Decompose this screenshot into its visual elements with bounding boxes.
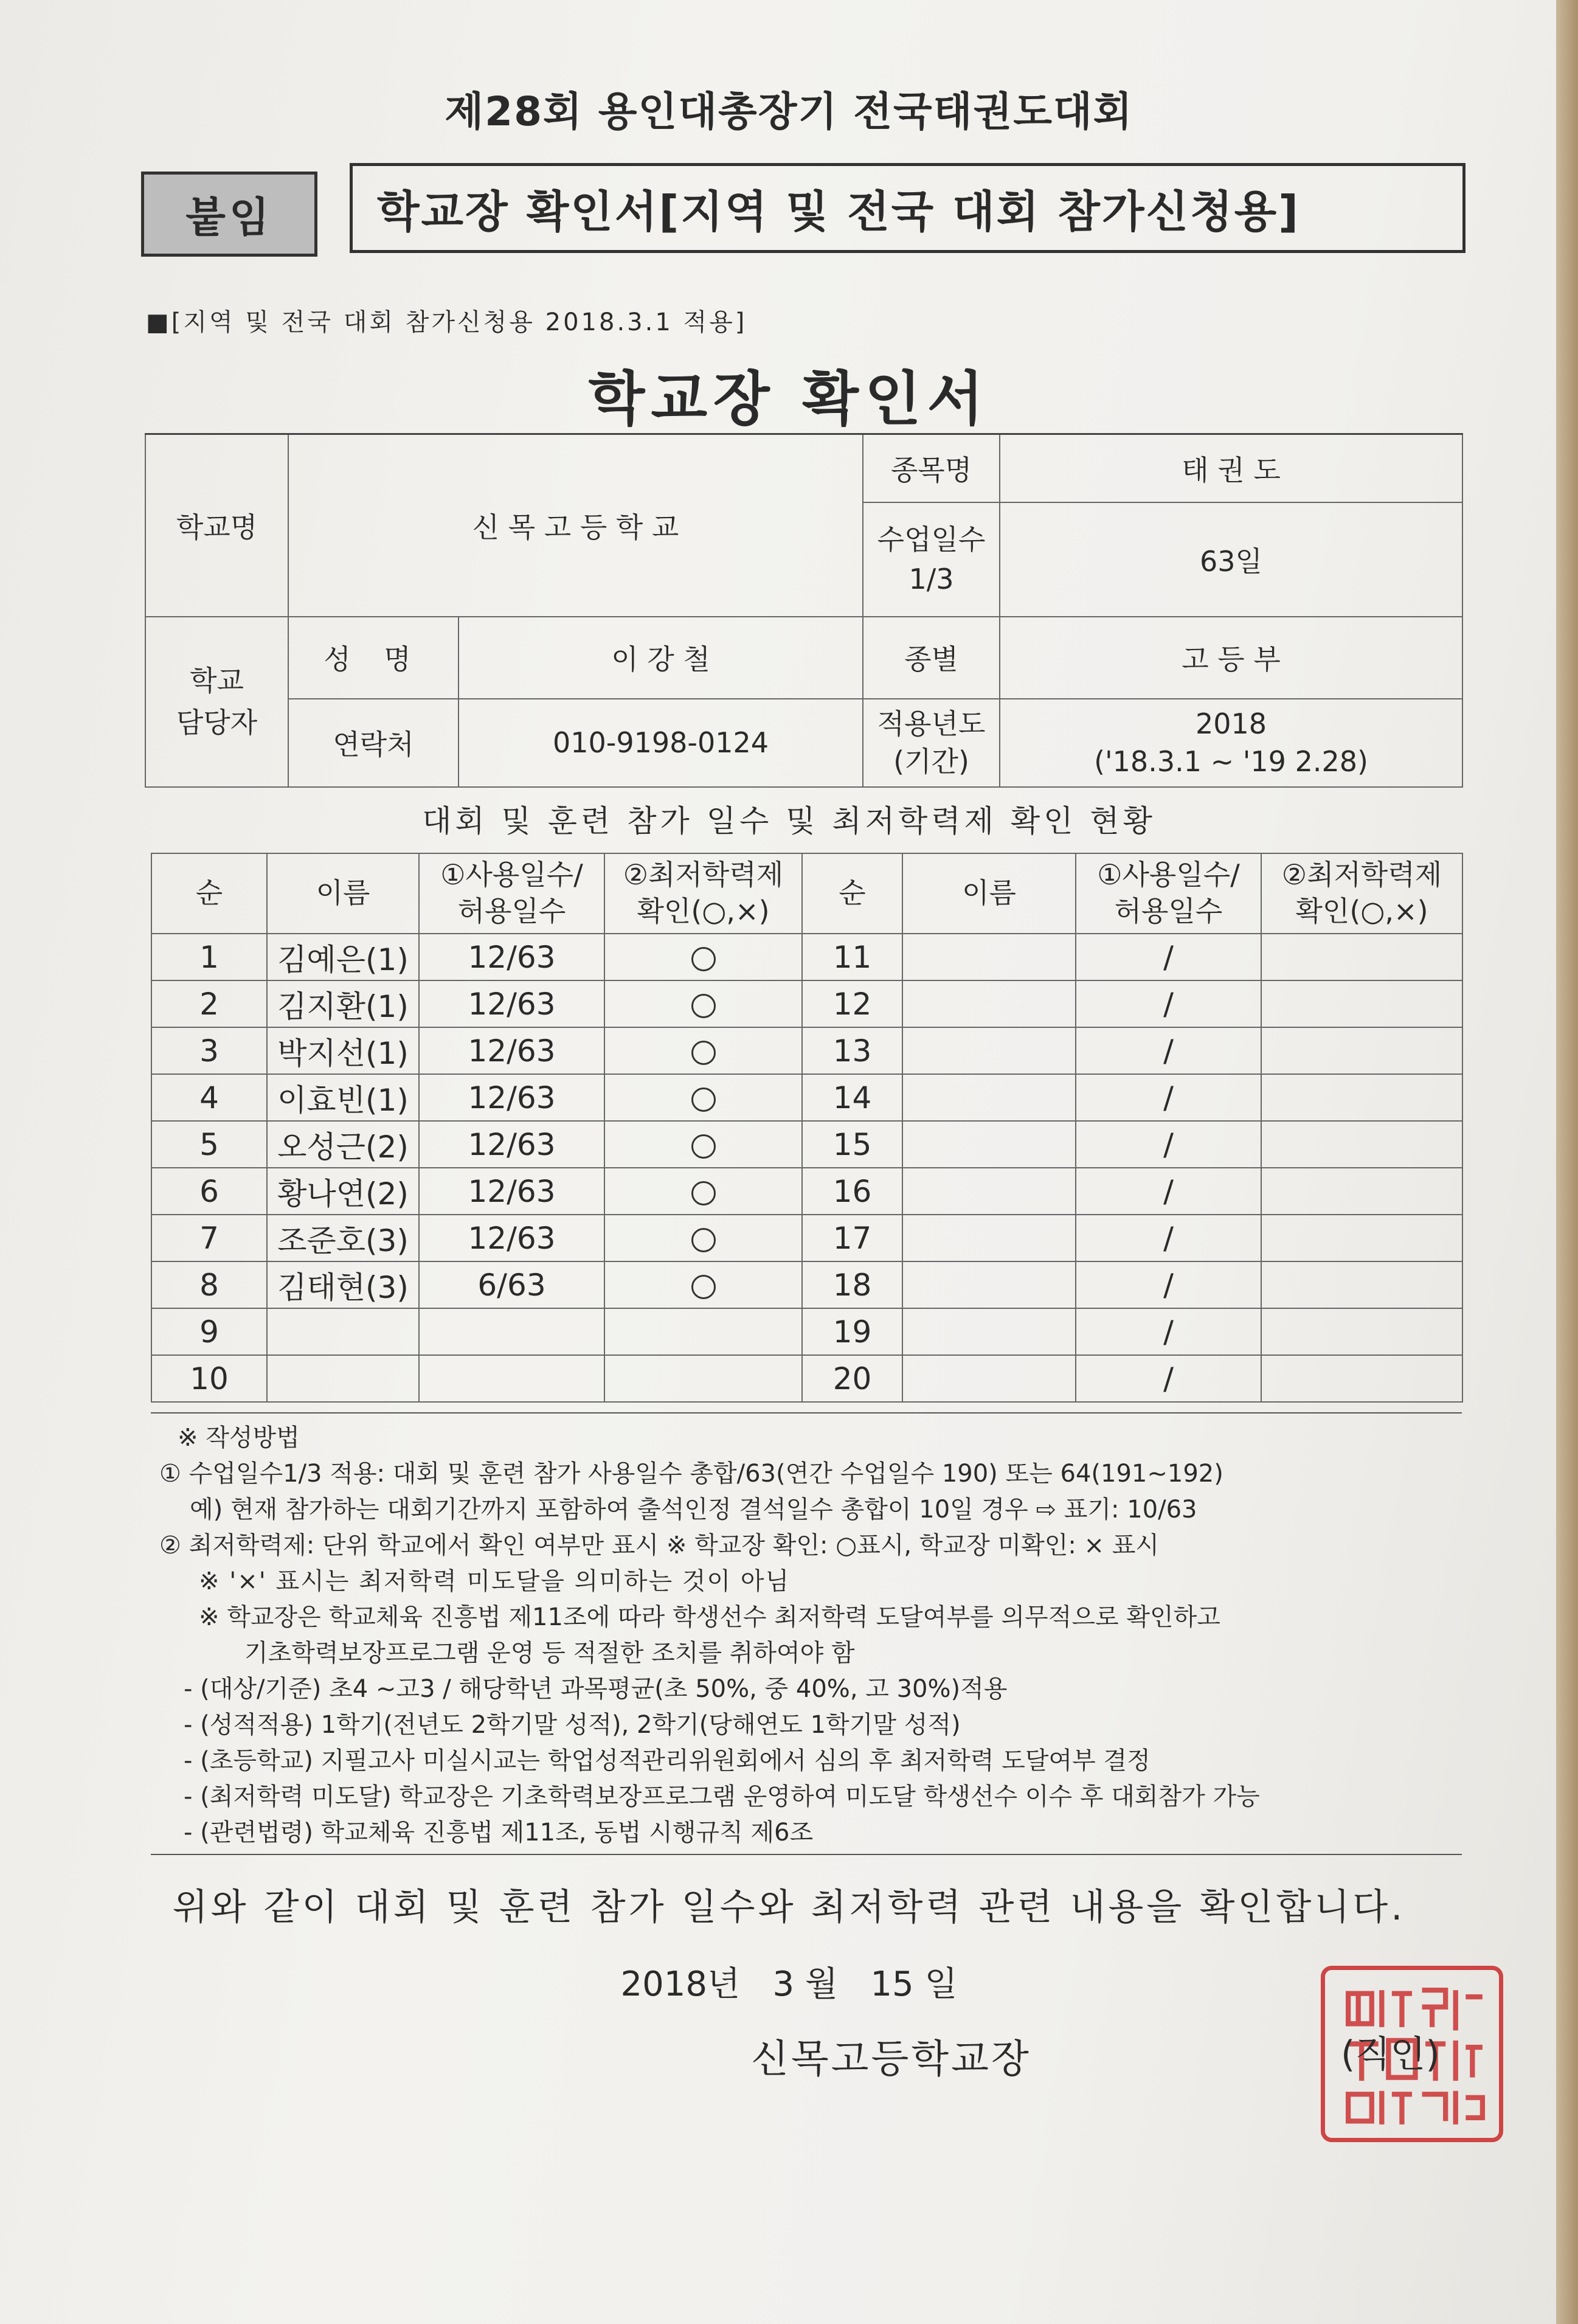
status-title: 대회 및 훈련 참가 일수 및 최저학력제 확인 현황: [422, 803, 1156, 839]
circle-check-icon: [691, 1228, 716, 1252]
row-days: 12/63: [419, 1215, 604, 1261]
contact-value: 010-9198-0124: [459, 699, 863, 787]
row-days-right: /: [1076, 1308, 1261, 1355]
guide-heading: ※ 작성방법: [178, 1424, 300, 1452]
row-days: 12/63: [419, 980, 604, 1027]
row-seq: 2: [151, 980, 267, 1027]
guide-line: 기초학력보장프로그램 운영 등 적절한 조치를 취하여야 함: [244, 1639, 855, 1667]
roster-body: [151, 934, 1462, 1402]
row-days-right: /: [1076, 1027, 1261, 1074]
row-check: [604, 1168, 802, 1215]
name-label: 성 명: [288, 617, 459, 699]
table-row: [151, 1308, 1462, 1355]
header-days-right-line2: 허용일수: [1114, 895, 1223, 928]
school-name-label: 학교명: [145, 434, 288, 617]
row-seq-right: 19: [802, 1308, 902, 1355]
attachment-label: 붙임: [141, 172, 317, 257]
row-name-right: [902, 934, 1076, 980]
header-check-line2: 확인(○,×): [637, 895, 770, 928]
row-name: 김예은(1): [267, 934, 419, 980]
header-name-right: 이름: [902, 853, 1076, 934]
table-row: [151, 1168, 1462, 1215]
guide-line: - (성적적용) 1학기(전년도 2학기말 성적), 2학기(당해연도 1학기말 성적): [184, 1711, 961, 1739]
circle-check-icon: [691, 1041, 716, 1065]
guide-line: ② 최저학력제: 단위 학교에서 확인 여부만 표시 ※ 학교장 확인: ○표시, 학교장 미확인: × 표시: [159, 1531, 1160, 1559]
header-days: [419, 853, 604, 934]
row-days: 12/63: [419, 1168, 604, 1215]
document-subtitle: 학교장 확인서[지역 및 전국 대회 참가신청용]: [350, 163, 1466, 253]
row-check: [604, 1215, 802, 1261]
row-seq-right: 18: [802, 1261, 902, 1308]
school-days-value: 63일: [1000, 502, 1462, 617]
row-name-right: [902, 1074, 1076, 1121]
row-name: 황나연(2): [267, 1168, 419, 1215]
issue-date: 2018년 3 월 15 일: [620, 1965, 958, 2004]
row-name-right: [902, 1261, 1076, 1308]
circle-check-icon: [691, 1134, 716, 1159]
row-check-right: [1261, 1308, 1462, 1355]
row-days-right: /: [1076, 1215, 1261, 1261]
row-name-right: [902, 1121, 1076, 1168]
manager-label-line2: 담당자: [176, 706, 258, 739]
page-title: 학교장 확인서: [588, 365, 990, 433]
guide-line: ※ '×' 표시는 최저학력 미도달을 의미하는 것이 아님: [199, 1567, 791, 1595]
guide-line: 예) 현재 참가하는 대회기간까지 포함하여 출석인정 결석일수 총합이 10일 경우 ⇨ 표기: 10/63: [190, 1496, 1197, 1524]
scope-note: ■[지역 및 전국 대회 참가신청용 2018.3.1 적용]: [146, 308, 747, 336]
row-name: 오성근(2): [267, 1121, 419, 1168]
circle-check-icon: [691, 1087, 716, 1112]
row-seq-right: 14: [802, 1074, 902, 1121]
row-check: [604, 1121, 802, 1168]
table-row: [151, 934, 1462, 980]
division-value: 고 등 부: [1000, 617, 1462, 699]
confirmation-statement: 위와 같이 대회 및 훈련 참가 일수와 최저학력 관련 내용을 확인합니다.: [172, 1886, 1406, 1929]
guide-line: ① 수업일수1/3 적용: 대회 및 훈련 참가 사용일수 총합/63(연간 수업일수 190) 또는 64(191~192): [159, 1460, 1223, 1488]
row-check: [604, 1074, 802, 1121]
row-seq: 10: [151, 1355, 267, 1402]
row-name-right: [902, 1355, 1076, 1402]
year-label-line2: (기간): [893, 745, 969, 778]
row-seq-right: 13: [802, 1027, 902, 1074]
row-name-right: [902, 980, 1076, 1027]
row-seq: 9: [151, 1308, 267, 1355]
school-days-label-line2: 1/3: [908, 562, 954, 595]
table-row: [151, 1215, 1462, 1261]
athlete-roster-table: [151, 853, 1463, 1403]
row-check-right: [1261, 1121, 1462, 1168]
principal-title: 신목고등학교장: [751, 2037, 1031, 2082]
sport-value: 태 권 도: [1000, 434, 1462, 502]
row-check-right: [1261, 1355, 1462, 1402]
manager-label-line1: 학교: [190, 664, 244, 697]
row-name-right: [902, 1168, 1076, 1215]
row-name: 박지선(1): [267, 1027, 419, 1074]
row-days: 12/63: [419, 1074, 604, 1121]
row-seq: 8: [151, 1261, 267, 1308]
row-check-right: [1261, 934, 1462, 980]
school-days-label: [863, 502, 1000, 617]
table-row: [151, 1121, 1462, 1168]
row-seq: 6: [151, 1168, 267, 1215]
row-days: 12/63: [419, 1121, 604, 1168]
row-seq-right: 12: [802, 980, 902, 1027]
row-days: 6/63: [419, 1261, 604, 1308]
division-label: 종별: [863, 617, 1000, 699]
row-seq: 5: [151, 1121, 267, 1168]
row-check: [604, 1355, 802, 1402]
guide-top-rule: [151, 1412, 1462, 1413]
header-check-right-line1: ②최저학력제: [1281, 858, 1442, 892]
table-row: [151, 1027, 1462, 1074]
header-days-right: [1076, 853, 1261, 934]
row-days: [419, 1355, 604, 1402]
school-info-table: [145, 433, 1463, 788]
row-name: 조준호(3): [267, 1215, 419, 1261]
row-seq: 3: [151, 1027, 267, 1074]
row-name: [267, 1355, 419, 1402]
writing-guide: [159, 1420, 1497, 1851]
row-seq-right: 15: [802, 1121, 902, 1168]
sport-label: 종목명: [863, 434, 1000, 502]
row-days: 12/63: [419, 1027, 604, 1074]
row-check-right: [1261, 1261, 1462, 1308]
circle-check-icon: [691, 947, 716, 971]
row-days: 12/63: [419, 934, 604, 980]
year-number: 2018: [1195, 707, 1267, 740]
row-seq: 7: [151, 1215, 267, 1261]
manager-label: [145, 617, 288, 787]
row-name: [267, 1308, 419, 1355]
header-days-line1: ①사용일수/: [440, 858, 583, 892]
circle-check-icon: [691, 994, 716, 1018]
year-label: [863, 699, 1000, 787]
row-check-right: [1261, 1027, 1462, 1074]
row-name: 이효빈(1): [267, 1074, 419, 1121]
row-seq: 1: [151, 934, 267, 980]
guide-line: ※ 학교장은 학교체육 진흥법 제11조에 따라 학생선수 최저학력 도달여부를 의무적으로 확인하고: [199, 1603, 1220, 1631]
row-check: [604, 980, 802, 1027]
year-label-line1: 적용년도: [877, 707, 986, 740]
header-days-line2: 허용일수: [457, 895, 566, 928]
row-check-right: [1261, 980, 1462, 1027]
row-name-right: [902, 1215, 1076, 1261]
circle-check-icon: [691, 1275, 716, 1299]
guide-bottom-rule: [151, 1854, 1462, 1855]
table-row: [151, 1261, 1462, 1308]
row-seq-right: 11: [802, 934, 902, 980]
table-row: [151, 1074, 1462, 1121]
header-check-line1: ②최저학력제: [623, 858, 784, 892]
table-row: [151, 1355, 1462, 1402]
row-days: [419, 1308, 604, 1355]
header-seq: 순: [151, 853, 267, 934]
guide-line: - (최저학력 미도달) 학교장은 기초학력보장프로그램 운영하여 미도달 학생선수 이수 후 대회참가 가능: [184, 1783, 1260, 1811]
manager-name-value: 이 강 철: [459, 617, 863, 699]
row-days-right: /: [1076, 1074, 1261, 1121]
row-seq-right: 17: [802, 1215, 902, 1261]
row-days-right: /: [1076, 1168, 1261, 1215]
contact-label: 연락처: [288, 699, 459, 787]
table-row: [151, 980, 1462, 1027]
row-check-right: [1261, 1168, 1462, 1215]
row-check: [604, 1261, 802, 1308]
guide-line: - (관련법령) 학교체육 진흥법 제11조, 동법 시행규칙 제6조: [184, 1819, 814, 1847]
row-check: [604, 1308, 802, 1355]
header-seq-right: 순: [802, 853, 902, 934]
row-days-right: /: [1076, 934, 1261, 980]
header-check-right: [1261, 853, 1462, 934]
row-name-right: [902, 1027, 1076, 1074]
guide-line: - (대상/기준) 초4 ~고3 / 해당학년 과목평균(초 50%, 중 40%, 고 30%)적용: [184, 1675, 1008, 1703]
header-name: 이름: [267, 853, 419, 934]
row-days-right: /: [1076, 1121, 1261, 1168]
row-name: 김지환(1): [267, 980, 419, 1027]
row-days-right: /: [1076, 1355, 1261, 1402]
seal-label: (직인): [1341, 2033, 1440, 2076]
row-seq: 4: [151, 1074, 267, 1121]
header-check-right-line2: 확인(○,×): [1295, 895, 1428, 928]
row-check-right: [1261, 1074, 1462, 1121]
year-period: ('18.3.1 ~ '19 2.28): [1094, 745, 1368, 778]
row-days-right: /: [1076, 1261, 1261, 1308]
row-check: [604, 934, 802, 980]
row-check: [604, 1027, 802, 1074]
row-name-right: [902, 1308, 1076, 1355]
guide-line: - (초등학교) 지필고사 미실시교는 학업성적관리위원회에서 심의 후 최저학력 도달여부 결정: [184, 1747, 1151, 1775]
row-seq-right: 16: [802, 1168, 902, 1215]
row-name: 김태현(3): [267, 1261, 419, 1308]
row-check-right: [1261, 1215, 1462, 1261]
event-title: 제28회 용인대총장기 전국태권도대회: [445, 88, 1133, 135]
circle-check-icon: [691, 1181, 716, 1205]
header-check: [604, 853, 802, 934]
row-days-right: /: [1076, 980, 1261, 1027]
row-seq-right: 20: [802, 1355, 902, 1402]
school-name-value: 신 목 고 등 학 교: [288, 434, 863, 617]
school-days-label-line1: 수업일수: [877, 523, 986, 557]
header-days-right-line1: ①사용일수/: [1097, 858, 1240, 892]
year-value: [1000, 699, 1462, 787]
